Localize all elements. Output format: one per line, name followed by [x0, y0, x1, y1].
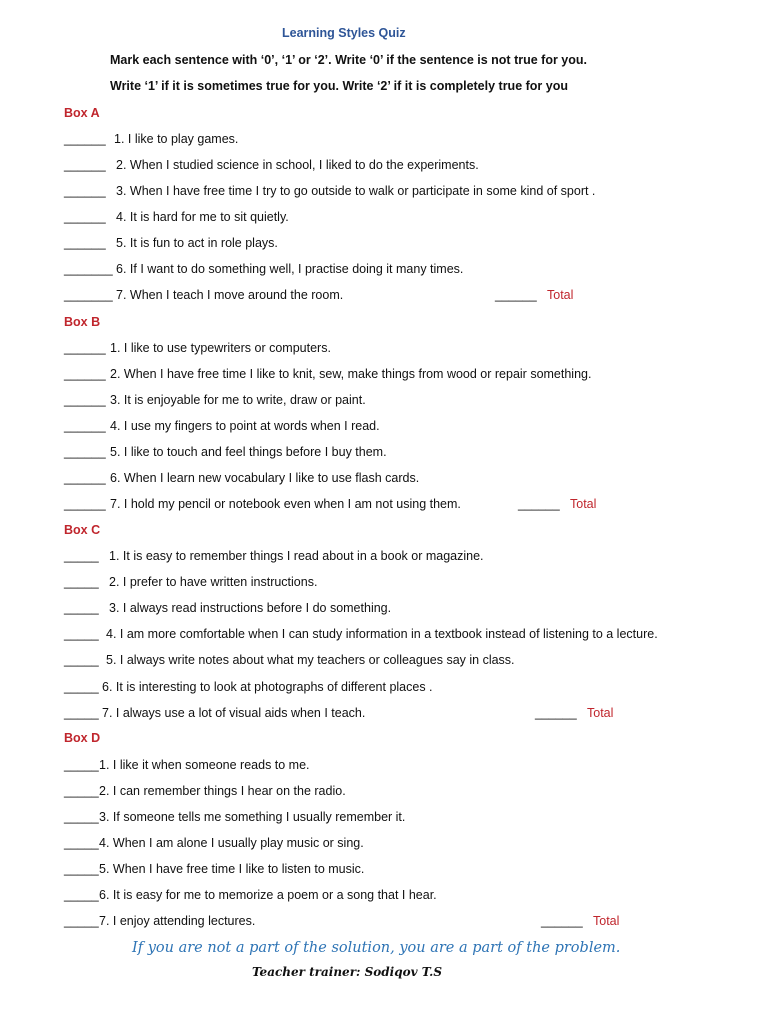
statement-text: 6. When I learn new vocabulary I like to use flash cards. [110, 471, 420, 485]
box-d-total-label: Total [593, 914, 620, 928]
answer-blank[interactable]: _____ [64, 706, 99, 720]
box-b-total-blank[interactable]: ______ [518, 497, 560, 511]
answer-blank[interactable]: ______ [64, 445, 106, 459]
answer-blank[interactable]: _____ [64, 549, 99, 563]
answer-blank[interactable]: _____ [64, 914, 99, 928]
statement-text: 4. I am more comfortable when I can study information in a textbook instead of listening to a lecture. [106, 627, 658, 641]
statement-text: 6. If I want to do something well, I practise doing it many times. [116, 262, 464, 276]
statement-text: 2. When I studied science in school, I liked to do the experiments. [116, 158, 479, 172]
answer-blank[interactable]: _____ [64, 810, 99, 824]
box-c-total-blank[interactable]: ______ [535, 706, 577, 720]
statement-text: 7. I always use a lot of visual aids when I teach. [102, 706, 366, 720]
statement-text: 7. I hold my pencil or notebook even when I am not using them. [110, 497, 461, 511]
answer-blank[interactable]: ______ [64, 184, 106, 198]
page-title: Learning Styles Quiz [282, 26, 406, 40]
statement-text: 1. It is easy to remember things I read about in a book or magazine. [109, 549, 484, 563]
statement-text: 5. I like to touch and feel things before I buy them. [110, 445, 387, 459]
box-b-heading: Box B [64, 315, 101, 329]
statement-text: 3. It is enjoyable for me to write, draw or paint. [110, 393, 366, 407]
answer-blank[interactable]: ______ [64, 419, 106, 433]
statement-text: 4. I use my fingers to point at words when I read. [110, 419, 380, 433]
statement-text: 3. If someone tells me something I usually remember it. [99, 810, 406, 824]
statement-text: 3. I always read instructions before I do something. [109, 601, 392, 615]
answer-blank[interactable]: _____ [64, 575, 99, 589]
box-d-total-blank[interactable]: ______ [541, 914, 583, 928]
statement-text: 7. When I teach I move around the room. [116, 288, 344, 302]
answer-blank[interactable]: _____ [64, 888, 99, 902]
statement-text: 5. I always write notes about what my teachers or colleagues say in class. [106, 653, 515, 667]
box-c-heading: Box C [64, 523, 101, 537]
statement-text: 7. I enjoy attending lectures. [99, 914, 256, 928]
instruction-line-2: Write ‘1’ if it is sometimes true for you. Write ‘2’ if it is completely true for you [110, 79, 568, 93]
answer-blank[interactable]: _______ [64, 288, 113, 302]
statement-text: 1. I like to play games. [114, 132, 239, 146]
answer-blank[interactable]: _____ [64, 862, 99, 876]
instruction-line-1: Mark each sentence with ‘0’, ‘1’ or ‘2’. Write ‘0’ if the sentence is not true for you. [110, 53, 587, 67]
statement-text: 5. When I have free time I like to listen to music. [99, 862, 365, 876]
box-c-total-label: Total [587, 706, 614, 720]
answer-blank[interactable]: _____ [64, 758, 99, 772]
statement-text: 6. It is interesting to look at photographs of different places . [102, 680, 433, 694]
statement-text: 2. I can remember things I hear on the radio. [99, 784, 346, 798]
box-a-heading: Box A [64, 106, 100, 120]
answer-blank[interactable]: ______ [64, 471, 106, 485]
answer-blank[interactable]: _____ [64, 784, 99, 798]
answer-blank[interactable]: ______ [64, 236, 106, 250]
box-b-total-label: Total [570, 497, 597, 511]
motto-quote: If you are not a part of the solution, you are a part of the problem. [132, 940, 621, 956]
box-d-heading: Box D [64, 731, 101, 745]
statement-text: 1. I like to use typewriters or computers. [110, 341, 331, 355]
answer-blank[interactable]: _____ [64, 653, 99, 667]
statement-text: 3. When I have free time I try to go outside to walk or participate in some kind of sport . [116, 184, 596, 198]
statement-text: 4. It is hard for me to sit quietly. [116, 210, 289, 224]
answer-blank[interactable]: ______ [64, 341, 106, 355]
answer-blank[interactable]: ______ [64, 393, 106, 407]
answer-blank[interactable]: ______ [64, 210, 106, 224]
answer-blank[interactable]: _______ [64, 262, 113, 276]
statement-text: 4. When I am alone I usually play music or sing. [99, 836, 364, 850]
box-a-total-blank[interactable]: ______ [495, 288, 537, 302]
statement-text: 2. I prefer to have written instructions. [109, 575, 318, 589]
box-a-total-label: Total [547, 288, 574, 302]
statement-text: 2. When I have free time I like to knit, sew, make things from wood or repair something. [110, 367, 592, 381]
statement-text: 6. It is easy for me to memorize a poem or a song that I hear. [99, 888, 437, 902]
answer-blank[interactable]: _____ [64, 836, 99, 850]
answer-blank[interactable]: ______ [64, 158, 106, 172]
answer-blank[interactable]: ______ [64, 497, 106, 511]
answer-blank[interactable]: _____ [64, 680, 99, 694]
statement-text: 1. I like it when someone reads to me. [99, 758, 310, 772]
answer-blank[interactable]: _____ [64, 627, 99, 641]
trainer-credit: Teacher trainer: Sodiqov T.S [252, 965, 443, 979]
statement-text: 5. It is fun to act in role plays. [116, 236, 278, 250]
answer-blank[interactable]: _____ [64, 601, 99, 615]
answer-blank[interactable]: ______ [64, 132, 106, 146]
answer-blank[interactable]: ______ [64, 367, 106, 381]
